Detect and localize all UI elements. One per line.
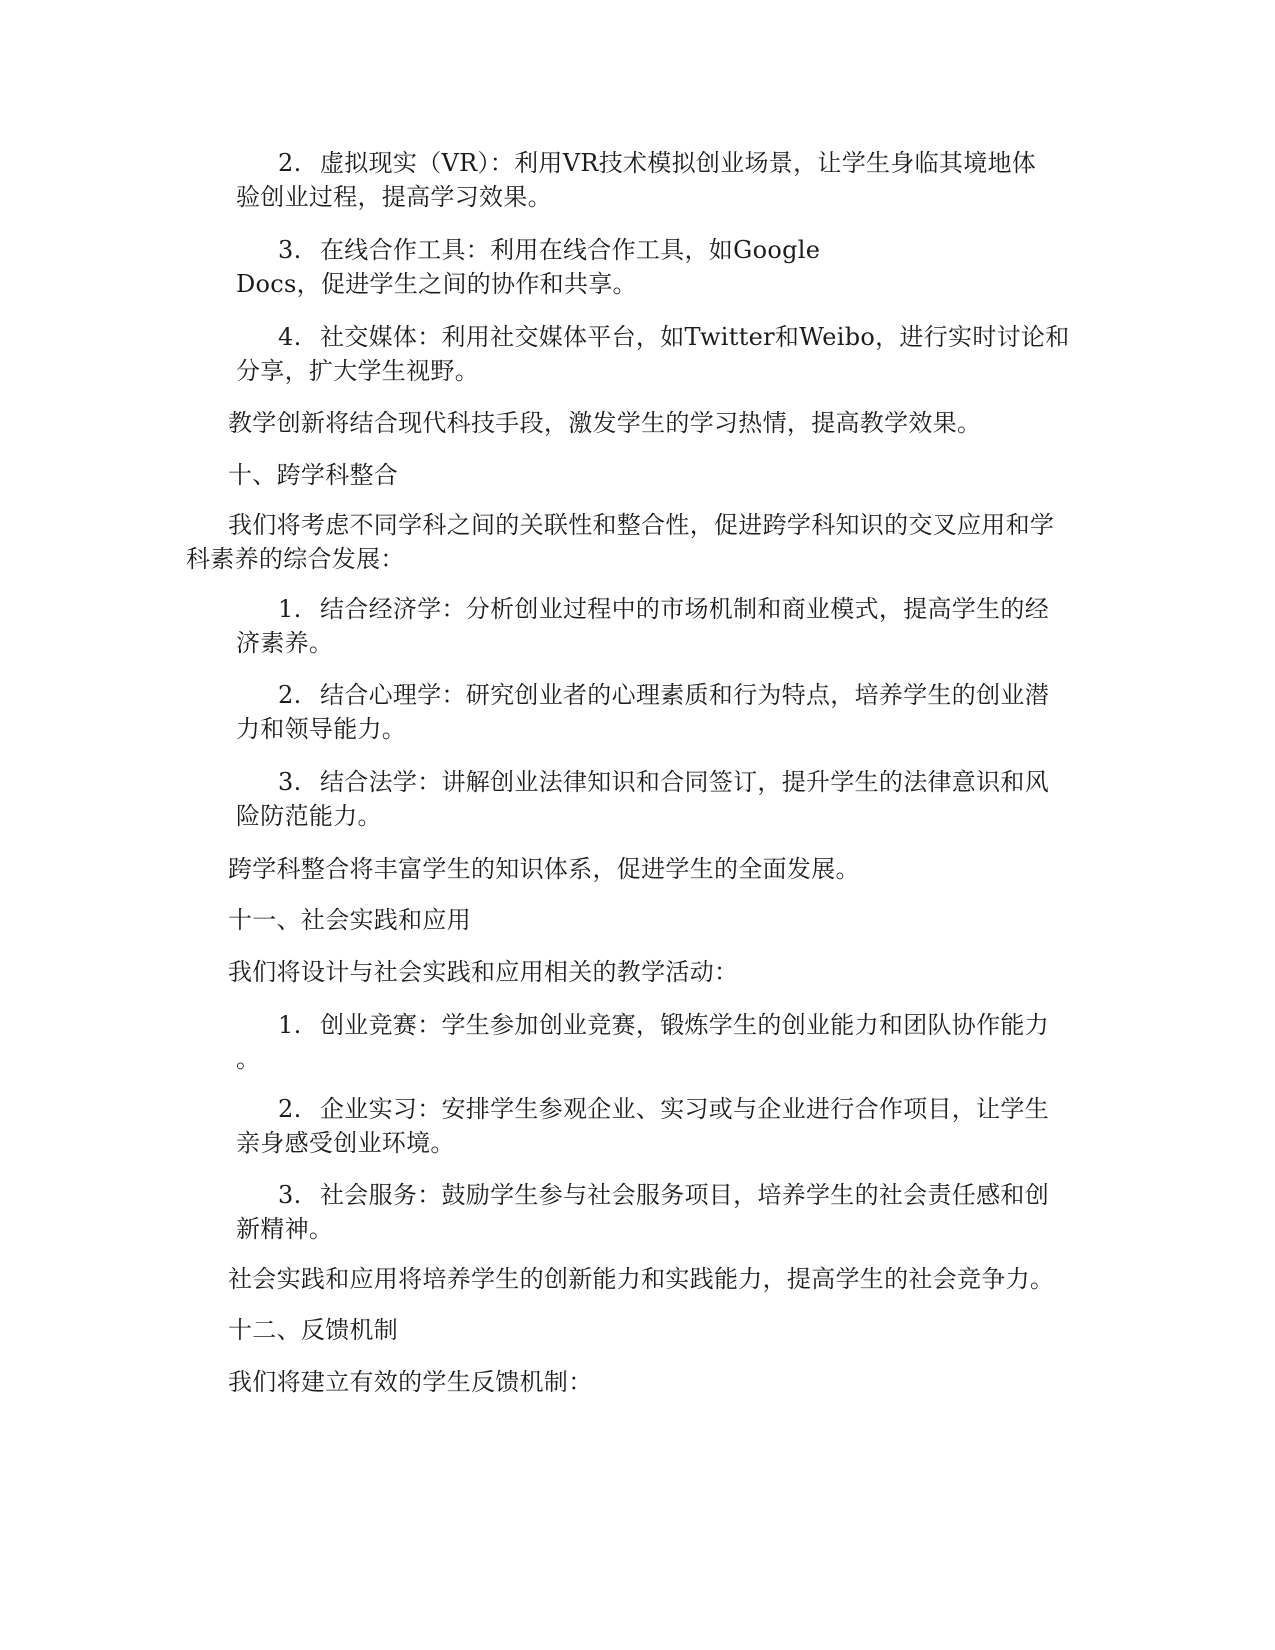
list-text-line1: 虚拟现实（VR）：利用VR技术模拟创业场景，让学生身临其境地体: [320, 149, 1037, 177]
list-text-line1: 结合心理学：研究创业者的心理素质和行为特点，培养学生的创业潜: [320, 681, 1049, 709]
list-text-line2: 新精神。: [236, 1215, 334, 1243]
list-number: 2.: [278, 681, 302, 709]
section-heading-10: 十、跨学科整合: [228, 461, 399, 489]
section-10-summary: 跨学科整合将丰富学生的知识体系，促进学生的全面发展。: [228, 855, 860, 883]
list-text-line1: 企业实习：安排学生参观企业、实习或与企业进行合作项目，让学生: [320, 1095, 1049, 1123]
list-text-line2: Docs，促进学生之间的协作和共享。: [236, 270, 637, 298]
list-number: 2.: [278, 149, 302, 177]
list-item: [236, 1008, 1086, 1076]
list-text-line1: 创业竞赛：学生参加创业竞赛，锻炼学生的创业能力和团队协作能力: [320, 1011, 1049, 1039]
section-heading-12: 十二、反馈机制: [228, 1316, 399, 1344]
list-item-online-tools: [236, 233, 1086, 301]
list-text-line2: 力和领导能力。: [236, 715, 407, 743]
section-11-summary: 社会实践和应用将培养学生的创新能力和实践能力，提高学生的社会竞争力。: [228, 1265, 1055, 1293]
intro-line2: 科素养的综合发展：: [186, 545, 405, 573]
section-12-intro: 我们将建立有效的学生反馈机制：: [228, 1368, 593, 1396]
list-text-line2: 险防范能力。: [236, 802, 382, 830]
list-item: [236, 765, 1086, 833]
list-number: 2.: [278, 1095, 302, 1123]
list-item: [236, 678, 1086, 746]
list-number: 4.: [278, 323, 302, 351]
teaching-summary: 教学创新将结合现代科技手段，激发学生的学习热情，提高教学效果。: [228, 409, 982, 437]
list-number: 1.: [278, 595, 302, 623]
list-item: [236, 1092, 1086, 1160]
list-item: [236, 592, 1086, 660]
list-text-line2: 验创业过程，提高学习效果。: [236, 183, 552, 211]
list-number: 1.: [278, 1011, 302, 1039]
section-11-intro: 我们将设计与社会实践和应用相关的教学活动：: [228, 958, 739, 986]
list-text-line1: 社交媒体：利用社交媒体平台，如Twitter和Weibo，进行实时讨论和: [320, 323, 1070, 351]
section-10-intro: [186, 508, 1054, 576]
section-heading-11: 十一、社会实践和应用: [228, 906, 471, 934]
list-number: 3.: [278, 236, 302, 264]
intro-line1: 我们将考虑不同学科之间的关联性和整合性，促进跨学科知识的交叉应用和学: [228, 511, 1055, 539]
list-text-line1: 在线合作工具：利用在线合作工具，如Google: [320, 236, 821, 264]
list-text-line2: 亲身感受创业环境。: [236, 1129, 455, 1157]
list-item-vr: [236, 146, 1086, 214]
list-item-social-media: [236, 320, 1086, 388]
list-text-line2: 济素养。: [236, 629, 334, 657]
list-item: [236, 1178, 1086, 1246]
list-text-line1: 结合法学：讲解创业法律知识和合同签订，提升学生的法律意识和风: [320, 768, 1049, 796]
list-text-line2: 。: [236, 1045, 261, 1073]
list-number: 3.: [278, 1181, 302, 1209]
list-text-line2: 分享，扩大学生视野。: [236, 357, 479, 385]
list-number: 3.: [278, 768, 302, 796]
list-text-line1: 社会服务：鼓励学生参与社会服务项目，培养学生的社会责任感和创: [320, 1181, 1049, 1209]
list-text-line1: 结合经济学：分析创业过程中的市场机制和商业模式，提高学生的经: [320, 595, 1049, 623]
